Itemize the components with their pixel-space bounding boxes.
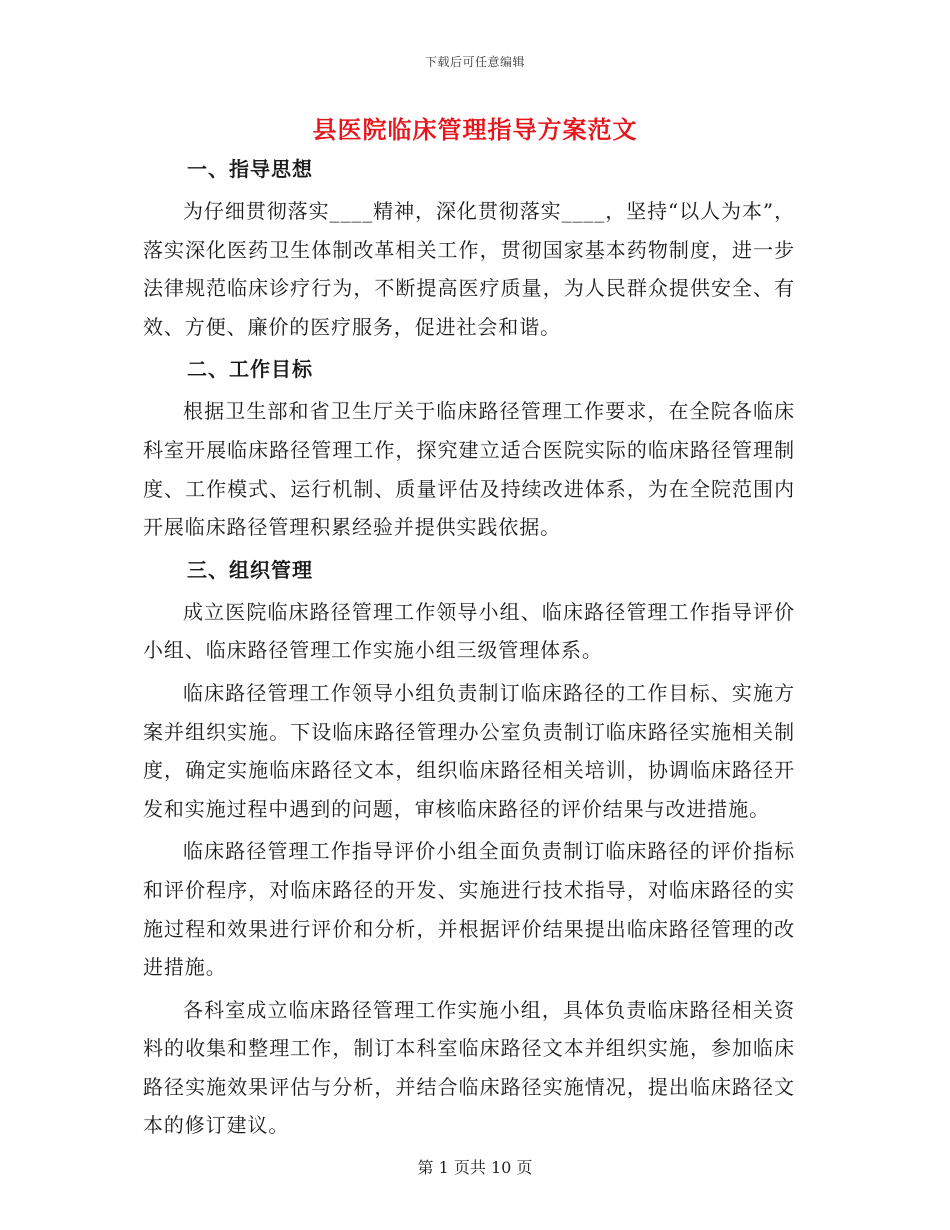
section-heading: 三、组织管理 (187, 557, 313, 582)
paragraph: 根据卫生部和省卫生厅关于临床路径管理工作要求，在全院各临床科室开展临床路径管理工作，探究建立适合医院实际的临床路径管理制度、工作模式、运行机制、质量评估及持续改进体系，为在全院范围内开展临床路径管理积累经验并提供实践依据。 (143, 399, 795, 540)
section-work-goals (143, 350, 795, 546)
paragraph: 各科室成立临床路径管理工作实施小组，具体负责临床路径相关资料的收集和整理工作，制订本科室临床路径文本并组织实施，参加临床路径实施效果评估与分析，并结合临床路径实施情况，提出临床路径文本的修订建议。 (143, 997, 795, 1138)
paragraph: 临床路径管理工作领导小组负责制订临床路径的工作目标、实施方案并组织实施。下设临床路径管理办公室负责制订临床路径实施相关制度，确定实施临床路径文本，组织临床路径相关培训，协调临床路径开发和实施过程中遇到的问题，审核临床路径的评价结果与改进措施。 (143, 680, 795, 821)
paragraph: 为仔细贯彻落实____精神，深化贯彻落实____，坚持“以人为本”，落实深化医药卫生体制改革相关工作，贯彻国家基本药物制度，进一步法律规范临床诊疗行为，不断提高医疗质量，为人民群众提供安全、有效、方便、廉价的医疗服务，促进社会和谐。 (143, 199, 795, 339)
section-guiding-ideology (143, 150, 795, 346)
section-heading: 二、工作目标 (187, 357, 313, 382)
header-note: 下载后可任意编辑 (424, 55, 525, 69)
paragraph: 成立医院临床路径管理工作领导小组、临床路径管理工作指导评价小组、临床路径管理工作实施小组三级管理体系。 (143, 599, 795, 663)
document-title: 县医院临床管理指导方案范文 (312, 115, 638, 144)
page-footer: 第 1 页共 10 页 (417, 1158, 533, 1177)
paragraph: 临床路径管理工作指导评价小组全面负责制订临床路径的评价指标和评价程序，对临床路径的开发、实施进行技术指导，对临床路径的实施过程和效果进行评价和分析，并根据评价结果提出临床路径管理的改进措施。 (143, 839, 795, 980)
document-body (143, 150, 795, 1149)
section-heading: 一、指导思想 (187, 157, 313, 181)
section-organization-management (143, 551, 795, 1145)
